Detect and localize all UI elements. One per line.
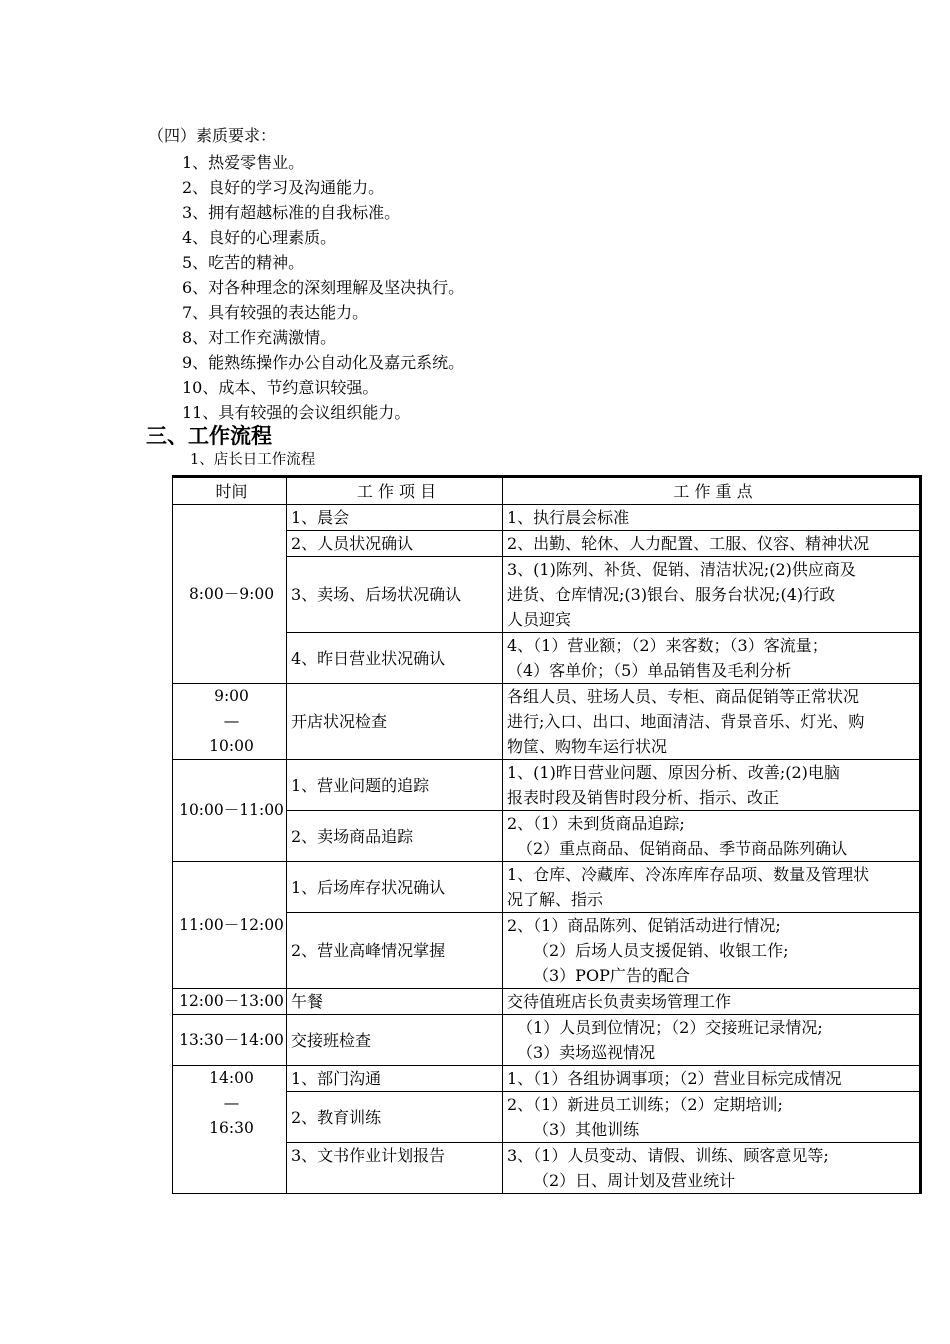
table-row: [173, 1015, 921, 1066]
time-cell: [173, 1066, 287, 1194]
focus-line: 1、(1)昨日营业问题、原因分析、改善;(2)电脑: [507, 763, 840, 782]
table-row: [173, 684, 921, 760]
table-row: [173, 505, 921, 531]
requirement-item: 8、对工作充满激情。: [182, 328, 337, 347]
table-row: [173, 989, 921, 1015]
time-cell: [173, 989, 287, 1015]
focus-line: 2、出勤、轮休、人力配置、工服、仪容、精神状况: [507, 534, 870, 553]
requirements-list: [182, 150, 464, 425]
work-item: 交接班检查: [287, 1015, 503, 1066]
focus-line: 各组人员、驻场人员、专柜、商品促销等正常状况: [507, 687, 860, 706]
work-focus: [503, 1143, 921, 1194]
time-text: 10:00－11:00: [179, 801, 284, 819]
focus-line: （1）人员到位情况；（2）交接班记录情况;: [517, 1018, 823, 1037]
work-item: 1、晨会: [287, 505, 503, 531]
time-cell: [173, 684, 287, 760]
table-header-row: [173, 477, 921, 505]
time-text: —: [223, 712, 240, 730]
focus-line: （2）后场人员支援促销、收银工作;: [533, 941, 789, 960]
focus-line: 物筐、购物车运行状况: [507, 737, 668, 756]
focus-line: 1、执行晨会标准: [507, 508, 630, 527]
header-time: 时间: [173, 477, 287, 505]
work-item: 2、教育训练: [287, 1092, 503, 1143]
work-focus: [503, 633, 921, 684]
work-focus: [503, 1092, 921, 1143]
time-text: 8:00－9:00: [188, 584, 275, 603]
time-text: 9:00: [214, 687, 249, 705]
time-text: —: [223, 1094, 240, 1112]
work-item: 午餐: [287, 989, 503, 1015]
work-focus: [503, 913, 921, 989]
work-item: 1、部门沟通: [287, 1066, 503, 1092]
focus-line: （2）重点商品、促销商品、季节商品陈列确认: [517, 839, 848, 858]
requirement-item: 3、拥有超越标准的自我标准。: [182, 203, 401, 222]
section-subtitle: 1、店长日工作流程: [190, 452, 316, 468]
table-row: [173, 862, 921, 913]
focus-line: （3）POP广告的配合: [533, 966, 690, 985]
time-text: 16:30: [209, 1119, 254, 1137]
time-cell: [173, 505, 287, 684]
work-item: 2、营业高峰情况掌握: [287, 913, 503, 989]
header-focus: 工 作 重 点: [503, 477, 921, 505]
focus-line: 3、（1）人员变动、请假、训练、顾客意见等;: [507, 1146, 829, 1165]
time-text: 11:00－12:00: [179, 915, 284, 934]
work-focus: [503, 989, 921, 1015]
work-focus: [503, 684, 921, 760]
section-title: 三、工作流程: [146, 424, 272, 448]
work-focus: [503, 557, 921, 633]
focus-line: 进货、仓库情况;(3)银台、服务台状况;(4)行政: [507, 585, 836, 604]
work-focus: [503, 760, 921, 811]
work-focus: [503, 531, 921, 557]
focus-line: （2）日、周计划及营业统计: [533, 1171, 736, 1190]
work-focus: [503, 811, 921, 862]
header-item: 工 作 项 目: [287, 477, 503, 505]
time-text: 13:30－14:00: [179, 1030, 284, 1049]
requirement-item: 2、良好的学习及沟通能力。: [182, 178, 385, 197]
requirement-item: 6、对各种理念的深刻理解及坚决执行。: [182, 278, 465, 297]
work-focus: [503, 1015, 921, 1066]
work-focus: [503, 862, 921, 913]
focus-line: 况了解、指示: [507, 890, 604, 909]
focus-line: 2、（1）新进员工训练；（2）定期培训;: [507, 1095, 783, 1114]
requirement-item: 1、热爱零售业。: [182, 153, 305, 172]
requirement-item: 11、具有较强的会议组织能力。: [182, 403, 411, 422]
focus-line: （4）客单价；（5）单品销售及毛利分析: [507, 661, 792, 680]
daily-workflow-table: [172, 475, 922, 1194]
work-focus: [503, 505, 921, 531]
requirement-item: 4、良好的心理素质。: [182, 228, 337, 247]
work-item: 2、人员状况确认: [287, 531, 503, 557]
focus-line: 2、（1）未到货商品追踪;: [507, 814, 685, 833]
requirement-item: 5、吃苦的精神。: [182, 253, 305, 272]
focus-line: （3）其他训练: [533, 1120, 640, 1139]
table-row: [173, 1066, 921, 1092]
table-row: [173, 760, 921, 811]
focus-line: 2、（1）商品陈列、促销活动进行情况;: [507, 916, 781, 935]
work-item: 1、后场库存状况确认: [287, 862, 503, 913]
focus-line: （3）卖场巡视情况: [517, 1043, 656, 1062]
focus-line: 交待值班店长负责卖场管理工作: [507, 992, 732, 1011]
time-cell: [173, 862, 287, 989]
time-text: 14:00: [209, 1069, 254, 1087]
focus-line: 3、(1)陈列、补货、促销、清洁状况;(2)供应商及: [507, 560, 856, 579]
requirement-item: 10、成本、节约意识较强。: [182, 378, 379, 397]
time-cell: [173, 760, 287, 862]
work-item: 1、营业问题的追踪: [287, 760, 503, 811]
focus-line: 1、仓库、冷藏库、冷冻库库存品项、数量及管理状: [507, 865, 870, 884]
focus-line: 4、（1）营业额；（2）来客数；（3）客流量；: [507, 636, 828, 655]
work-item: 3、卖场、后场状况确认: [287, 557, 503, 633]
work-focus: [503, 1066, 921, 1092]
focus-line: 报表时段及销售时段分析、指示、改正: [507, 788, 780, 807]
time-text: 12:00－13:00: [179, 992, 284, 1010]
work-item: 开店状况检查: [287, 684, 503, 760]
work-item: 4、昨日营业状况确认: [287, 633, 503, 684]
requirement-item: 7、具有较强的表达能力。: [182, 303, 369, 322]
work-item: 3、文书作业计划报告: [287, 1143, 503, 1194]
time-text: 10:00: [209, 737, 254, 755]
focus-line: 1、（1）各组协调事项；（2）营业目标完成情况: [507, 1069, 842, 1088]
time-cell: [173, 1015, 287, 1066]
requirements-heading: （四）素质要求：: [148, 126, 277, 145]
focus-line: 人员迎宾: [507, 610, 572, 629]
work-item: 2、卖场商品追踪: [287, 811, 503, 862]
requirement-item: 9、能熟练操作办公自动化及嘉元系统。: [182, 353, 465, 372]
focus-line: 进行;入口、出口、地面清洁、背景音乐、灯光、购: [507, 712, 865, 731]
